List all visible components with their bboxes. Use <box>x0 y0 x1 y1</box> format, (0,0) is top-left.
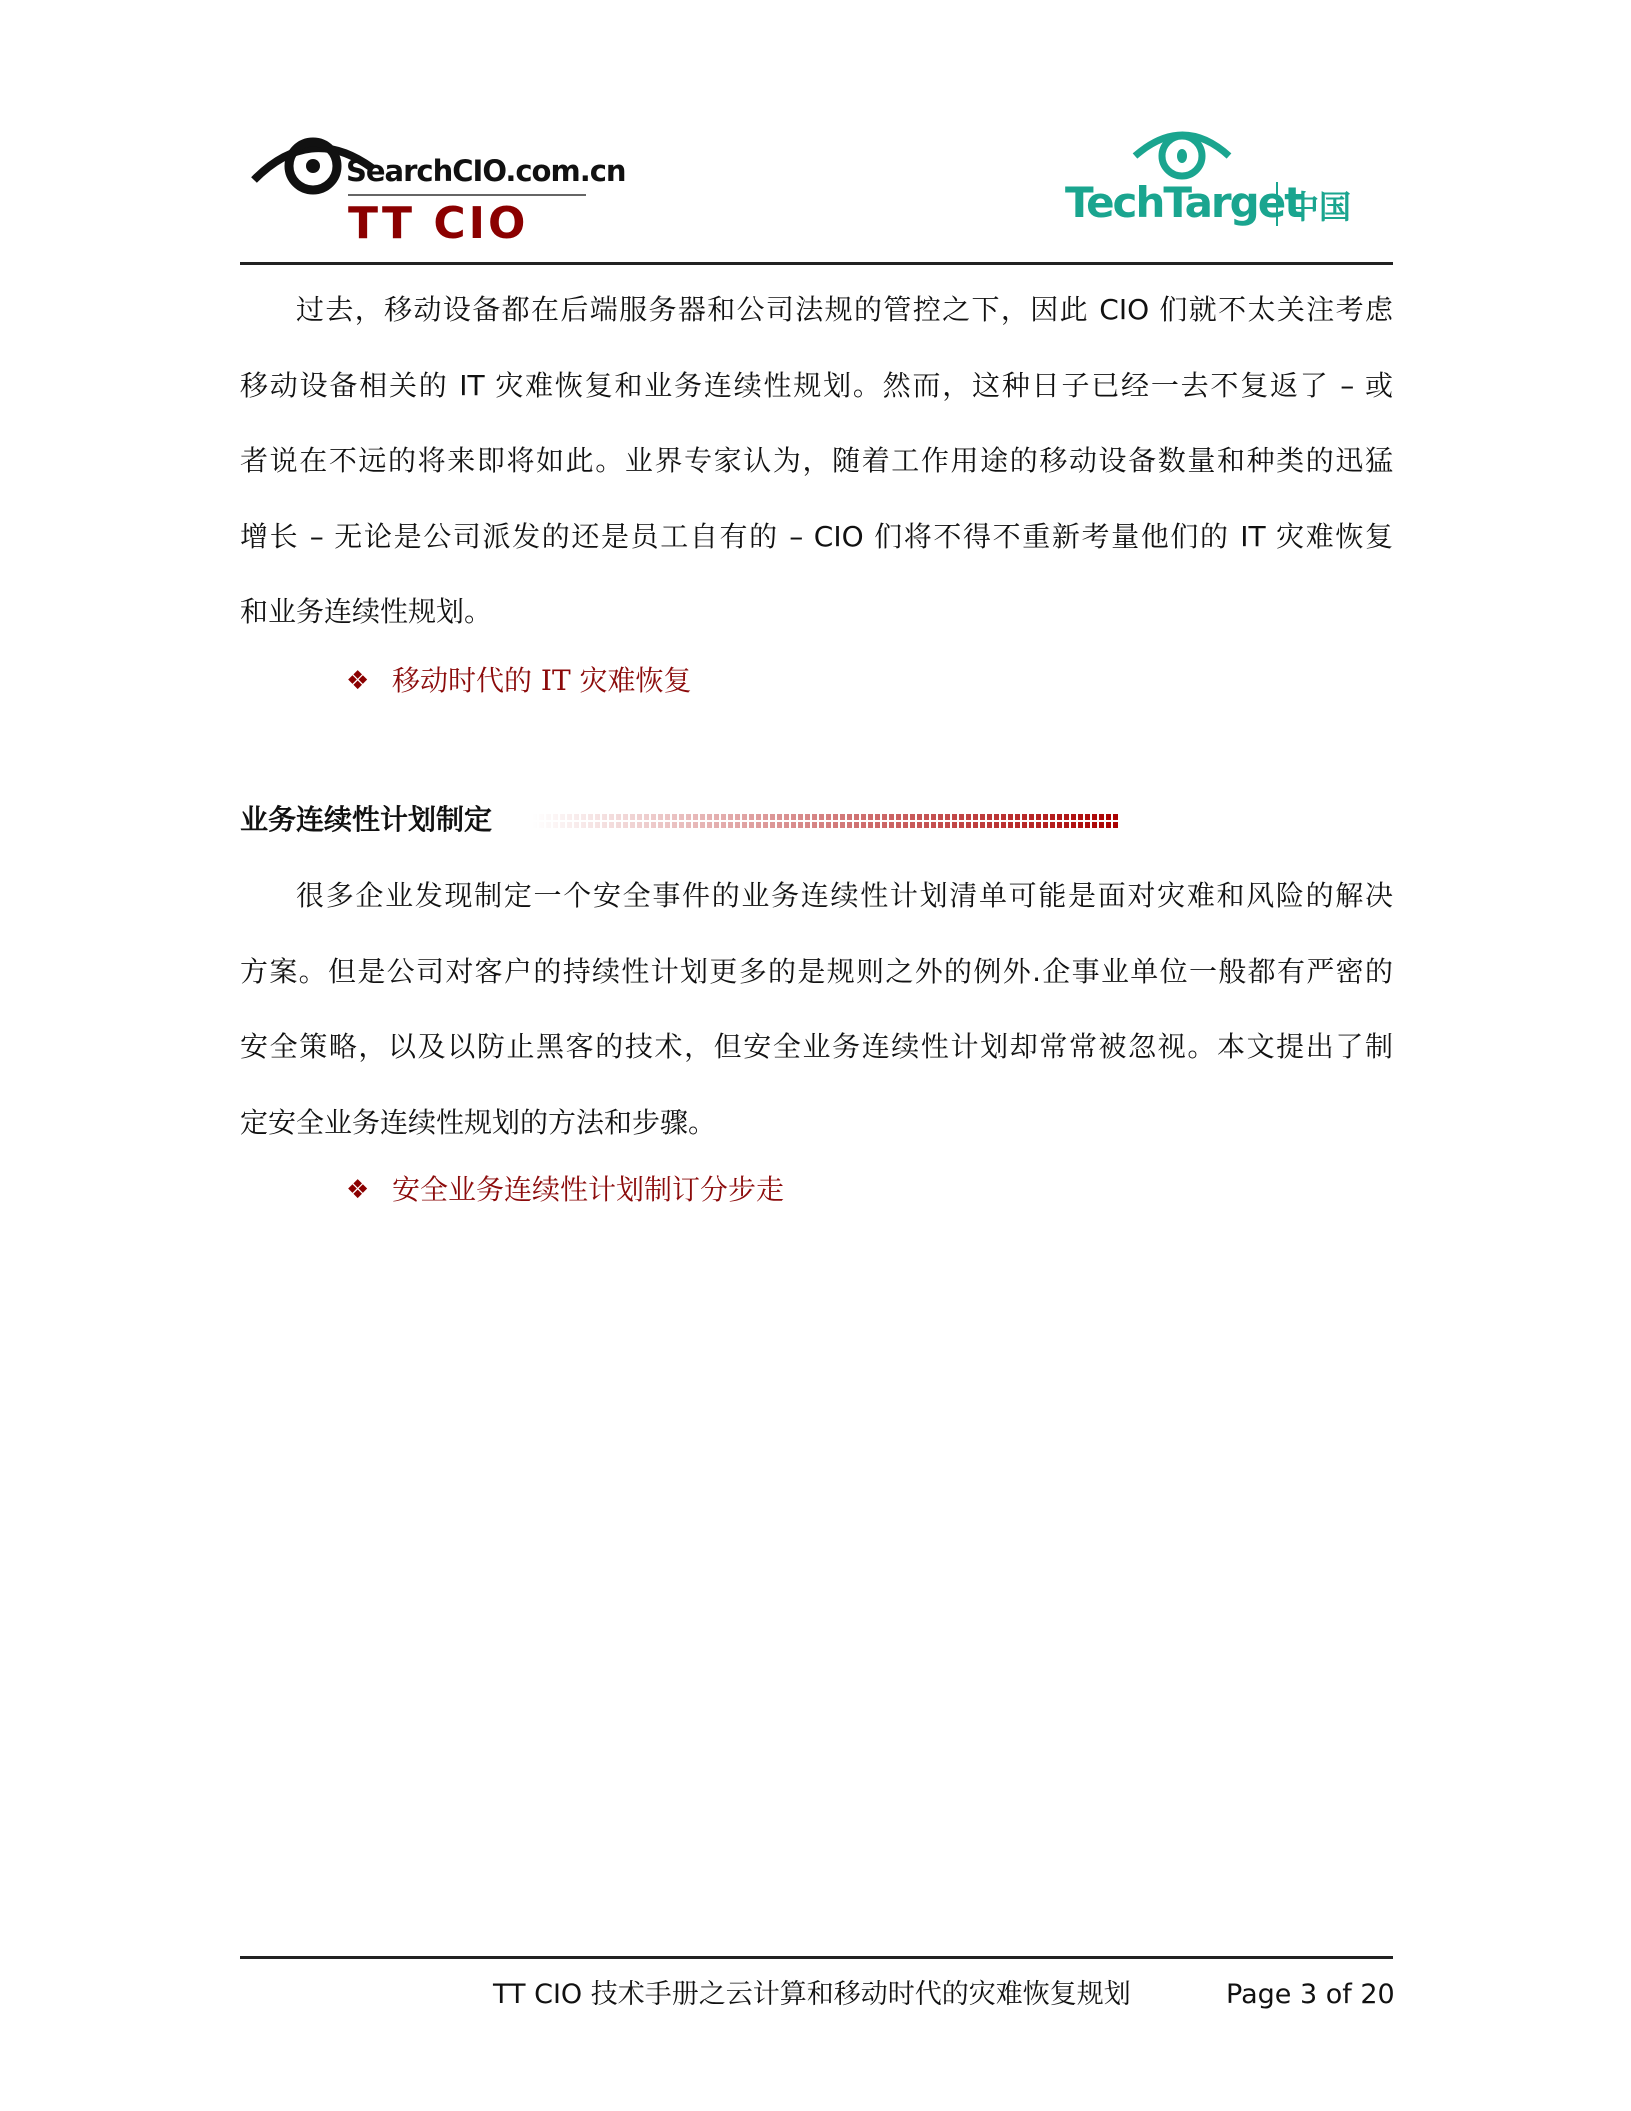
paragraph-line: 定安全业务连续性规划的方法和步骤。 <box>240 1106 717 1139</box>
paragraph-line: 移动设备相关的 IT 灾难恢复和业务连续性规划。然而，这种日子已经一去不复返了 – 或 <box>240 369 1393 402</box>
site-name: SearchCIO.com.cn <box>346 154 626 188</box>
diamond-bullet-icon: ❖ <box>346 1175 370 1205</box>
paragraph-line: 安全策略，以及以防止黑客的技术，但安全业务连续性计划却常常被忽视。本文提出了制 <box>240 1030 1393 1063</box>
page-number: Page 3 of 20 <box>1226 1979 1395 2010</box>
diamond-bullet-icon: ❖ <box>346 666 370 696</box>
footer-rule <box>240 1956 1393 1959</box>
paragraph-line: 增长 – 无论是公司派发的还是员工自有的 – CIO 们将不得不重新考量他们的 IT 灾难恢复 <box>240 520 1393 553</box>
searchcio-logo <box>250 128 626 249</box>
paragraph-line: 者说在不远的将来即将如此。业界专家认为，随着工作用途的移动设备数量和种类的迅猛 <box>240 444 1393 477</box>
techtarget-logo <box>1065 124 1365 234</box>
header-rule <box>240 262 1393 265</box>
section-heading: 业务连续性计划制定 <box>240 803 493 836</box>
techtarget-name: TechTarget <box>1065 178 1303 227</box>
link-bcp-steps[interactable]: 安全业务连续性计划制订分步走 <box>392 1173 785 1206</box>
footer-title: TT CIO 技术手册之云计算和移动时代的灾难恢复规划 <box>493 1979 1131 2010</box>
paragraph-line: 过去，移动设备都在后端服务器和公司法规的管控之下，因此 CIO 们就不太关注考虑 <box>296 293 1393 326</box>
paragraph-line: 和业务连续性规划。 <box>240 595 493 628</box>
brand-name: TT CIO <box>348 198 529 249</box>
region-label: 中国 <box>1287 188 1352 226</box>
link-mobile-dr[interactable]: 移动时代的 IT 灾难恢复 <box>392 664 692 697</box>
heading-decor-bar <box>532 814 1119 828</box>
paragraph-line: 方案。但是公司对客户的持续性计划更多的是规则之外的例外.企事业单位一般都有严密的 <box>240 955 1393 988</box>
paragraph-line: 很多企业发现制定一个安全事件的业务连续性计划清单可能是面对灾难和风险的解决 <box>296 879 1393 912</box>
